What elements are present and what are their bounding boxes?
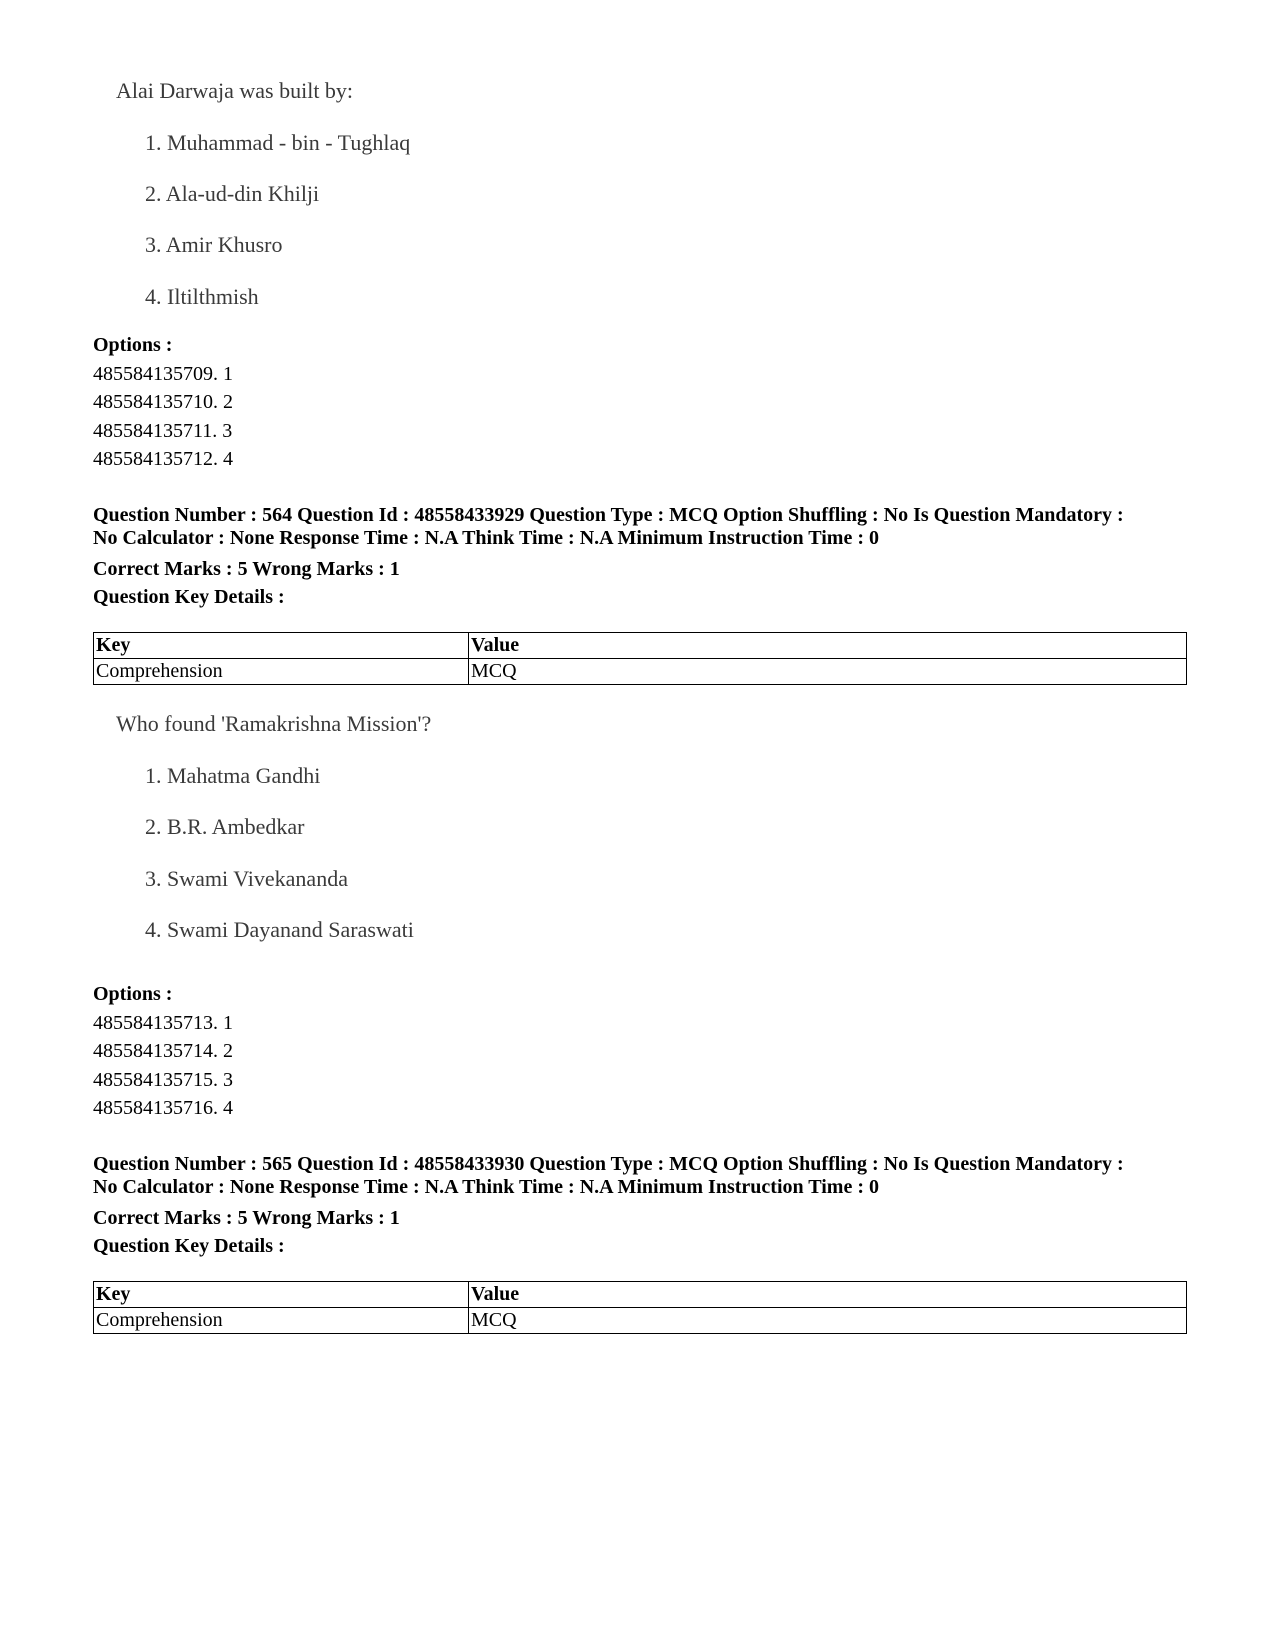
table-header-key: Key bbox=[94, 633, 469, 659]
table-cell-key: Comprehension bbox=[94, 659, 469, 685]
option-line-4: 485584135716. 4 bbox=[93, 1097, 233, 1119]
option-line-2: 485584135714. 2 bbox=[93, 1040, 233, 1062]
question-stem: Alai Darwaja was built by: bbox=[116, 78, 354, 103]
key-details-table-565 bbox=[93, 1281, 1187, 1334]
options-title: Options : bbox=[93, 983, 173, 1005]
question-choice-4: 4. Iltilthmish bbox=[145, 284, 259, 309]
question-choice-4: 4. Swami Dayanand Saraswati bbox=[145, 917, 414, 942]
table-header-row bbox=[94, 633, 1187, 659]
question-choice-3: 3. Swami Vivekananda bbox=[145, 866, 348, 891]
question-choice-2: 2. Ala-ud-din Khilji bbox=[145, 181, 320, 206]
option-line-3: 485584135711. 3 bbox=[93, 419, 233, 442]
option-line-2: 485584135710. 2 bbox=[93, 391, 233, 413]
table-cell-key: Comprehension bbox=[94, 1308, 469, 1334]
key-details-table-564 bbox=[93, 632, 1187, 685]
options-block-top bbox=[93, 331, 233, 474]
table-header-value: Value bbox=[469, 633, 1187, 659]
table-row bbox=[94, 1308, 1187, 1334]
table-header-key: Key bbox=[94, 1282, 469, 1308]
question-choice-1: 1. Muhammad - bin - Tughlaq bbox=[145, 130, 411, 155]
table-row bbox=[94, 659, 1187, 685]
table-header-row bbox=[94, 1282, 1187, 1308]
marks-line: Correct Marks : 5 Wrong Marks : 1 bbox=[93, 1207, 400, 1229]
key-details-title: Question Key Details : bbox=[93, 1235, 285, 1257]
option-line-4: 485584135712. 4 bbox=[93, 448, 233, 470]
table-cell-value: MCQ bbox=[469, 1308, 1187, 1334]
question-choice-3: 3. Amir Khusro bbox=[145, 232, 283, 257]
key-details-title: Question Key Details : bbox=[93, 586, 285, 608]
marks-line: Correct Marks : 5 Wrong Marks : 1 bbox=[93, 558, 400, 580]
question-meta-564 bbox=[93, 504, 1193, 611]
question-meta-565 bbox=[93, 1153, 1193, 1260]
question-meta-line-1: Question Number : 565 Question Id : 48558433930 Question Type : MCQ Option Shuffling : No Is Question Mandatory : bbox=[93, 1153, 1124, 1175]
question-image-top bbox=[100, 78, 700, 318]
option-line-3: 485584135715. 3 bbox=[93, 1068, 233, 1091]
option-line-1: 485584135709. 1 bbox=[93, 362, 233, 385]
question-image-564 bbox=[100, 711, 700, 951]
options-block-564 bbox=[93, 980, 233, 1123]
options-title: Options : bbox=[93, 334, 173, 356]
question-choice-2: 2. B.R. Ambedkar bbox=[145, 814, 305, 839]
question-meta-line-1: Question Number : 564 Question Id : 48558433929 Question Type : MCQ Option Shuffling : No Is Question Mandatory : bbox=[93, 504, 1124, 526]
question-meta-line-2: No Calculator : None Response Time : N.A Think Time : N.A Minimum Instruction Time : 0 bbox=[93, 1176, 879, 1198]
table-cell-value: MCQ bbox=[469, 659, 1187, 685]
table-header-value: Value bbox=[469, 1282, 1187, 1308]
option-line-1: 485584135713. 1 bbox=[93, 1011, 233, 1034]
question-meta-line-2: No Calculator : None Response Time : N.A Think Time : N.A Minimum Instruction Time : 0 bbox=[93, 527, 879, 549]
question-choice-1: 1. Mahatma Gandhi bbox=[145, 763, 321, 788]
question-stem: Who found 'Ramakrishna Mission'? bbox=[116, 711, 432, 736]
